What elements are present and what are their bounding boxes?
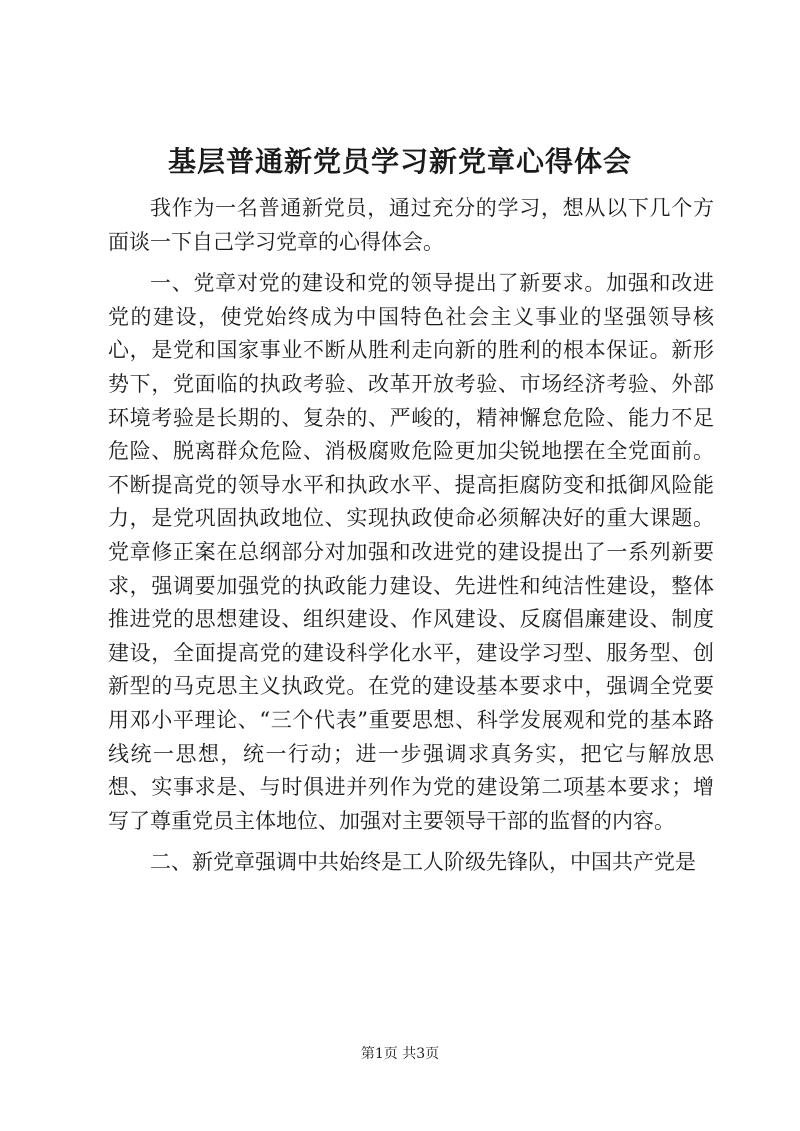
paragraph-intro: 我作为一名普通新党员，通过充分的学习，想从以下几个方面谈一下自己学习党章的心得体会。: [108, 196, 714, 254]
paragraph-section-two: 二、新党章强调中共始终是工人阶级先锋队，中国共产党是: [150, 850, 696, 875]
page-title: 基层普通新党员学习新党章心得体会: [167, 145, 632, 178]
document-body: [108, 192, 714, 888]
paragraph-section-one: 一、党章对党的建设和党的领导提出了新要求。加强和改进党的建设，使党始终成为中国特色社会主义事业的坚强领导核心，是党和国家事业不断从胜利走向新的胜利的根本保证。新形势下，党面临的执政考验、改革开放考验、市场经济考验、外部环境考验是长期的、复杂的、严峻的，精神懈怠危险、能力不足危险、脱离群众危险、消极腐败危险更加尖锐地摆在全党面前。不断提高党的领导水平和执政水平、提高拒腐防变和抵御风险能力，是党巩固执政地位、实现执政使命必须解决好的重大课题。党章修正案在总纲部分对加强和改进党的建设提出了一系列新要求，强调要加强党的执政能力建设、先进性和纯洁性建设，整体推进党的思想建设、组织建设、作风建设、反腐倡廉建设、制度建设，全面提高党的建设科学化水平，建设学习型、服务型、创新型的马克思主义执政党。在党的建设基本要求中，强调全党要用邓小平理论、“三个代表”重要思想、科学发展观和党的基本路线统一思想，统一行动；进一步强调求真务实，把它与解放思想、实事求是、与时俱进并列作为党的建设第二项基本要求；增写了尊重党员主体地位、加强对主要领导干部的监督的内容。: [108, 271, 714, 833]
page-footer: 第1页 共3页: [360, 1046, 440, 1062]
